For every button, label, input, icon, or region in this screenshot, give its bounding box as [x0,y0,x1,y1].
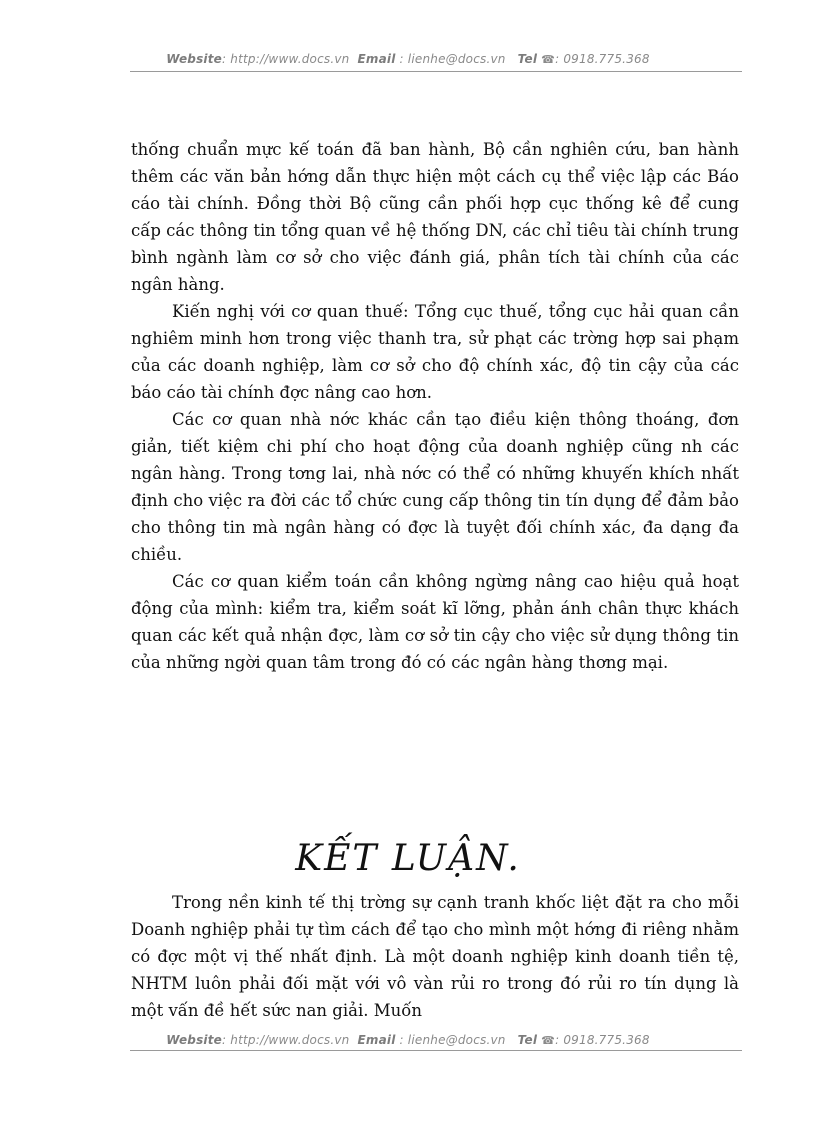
phone-icon: ☎ [541,1034,556,1047]
conclusion-heading: KẾT LUẬN. [295,838,521,879]
header-tel-label: Tel [517,52,538,66]
header-rule [130,71,742,72]
footer-website-label: Website [166,1033,223,1047]
footer-website-url[interactable]: : http://www.docs.vn [222,1033,350,1047]
phone-icon: ☎ [541,53,556,66]
page-footer [0,1033,816,1047]
footer-tel-label: Tel [517,1033,538,1047]
conclusion-paragraph: Trong nền kinh tế thị trờng sự cạnh tranh khốc liệt đặt ra cho mỗi Doanh nghiệp phải tự tìm cách để tạo cho mình một hớng đi riêng nhằm có đợc một vị thế nhất định. Là một doanh nghiệp kinh doanh tiền tệ, NHTM luôn phải đối mặt với vô vàn rủi ro trong đó rủi ro tín dụng là một vấn đề hết sức nan giải. Muốn [131,893,739,1020]
footer-email-label: Email [357,1033,396,1047]
paragraph-2: Kiến nghị với cơ quan thuế: Tổng cục thuế, tổng cục hải quan cần nghiêm minh hơn trong việc thanh tra, sử phạt các trờng hợp sai phạm của các doanh nghiệp, làm cơ sở cho độ chính xác, độ tin cậy của các báo cáo tài chính đợc nâng cao hơn. [131,302,739,402]
paragraph-3: Các cơ quan nhà nớc khác cần tạo điều kiện thông thoáng, đơn giản, tiết kiệm chi phí cho hoạt động của doanh nghiệp cũng nh các ngân hàng. Trong tơng lai, nhà nớc có thể có những khuyến khích nhất định cho việc ra đời các tổ chức cung cấp thông tin tín dụng để đảm bảo cho thông tin mà ngân hàng có đợc là tuyệt đối chính xác, đa dạng đa chiều. [131,410,739,564]
paragraph-4: Các cơ quan kiểm toán cần không ngừng nâng cao hiệu quả hoạt động của mình: kiểm tra, kiểm soát kĩ lỡng, phản ánh chân thực khách quan các kết quả nhận đợc, làm cơ sở tin cậy cho việc sử dụng thông tin của những ngời quan tâm trong đó có các ngân hàng thơng mại. [131,572,739,672]
footer-tel-value: : 0918.775.368 [555,1033,650,1047]
footer-email-value[interactable]: : lienhe@docs.vn [399,1033,506,1047]
header-tel-value: : 0918.775.368 [555,52,650,66]
header-email-value[interactable]: : lienhe@docs.vn [399,52,506,66]
conclusion-body [131,889,739,1024]
header-email-label: Email [357,52,396,66]
header-website-url[interactable]: : http://www.docs.vn [222,52,350,66]
footer-rule-top [130,1050,742,1051]
paragraph-1: thống chuẩn mực kế toán đã ban hành, Bộ cần nghiên cứu, ban hành thêm các văn bản hớng dẫn thực hiện một cách cụ thể việc lập các Báo cáo tài chính. Đồng thời Bộ cũng cần phối hợp cục thống kê để cung cấp các thông tin tổng quan về hệ thống DN, các chỉ tiêu tài chính trung bình ngành làm cơ sở cho việc đánh giá, phân tích tài chính của các ngân hàng. [131,140,739,294]
document-body [131,136,739,676]
page-header [0,52,816,66]
header-website-label: Website [166,52,223,66]
